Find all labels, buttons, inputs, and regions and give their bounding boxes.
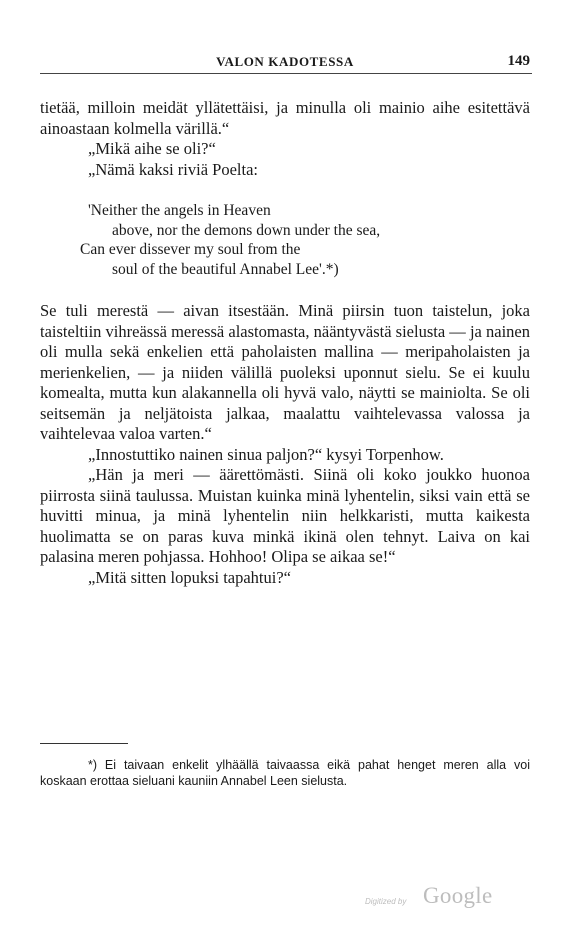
paragraph-dialogue: „Nämä kaksi riviä Poelta: bbox=[88, 159, 258, 179]
paragraph-continuation: tietää, milloin meidät yllätettäisi, ja minulla oli mainio aihe esitettävä ainoastaan kolmella värillä.“ bbox=[40, 98, 530, 138]
header-rule bbox=[40, 73, 532, 74]
poem-line: soul of the beautiful Annabel Lee'.*) bbox=[112, 260, 339, 278]
digitized-watermark bbox=[365, 883, 525, 913]
page-number: 149 bbox=[507, 53, 530, 69]
footnote-rule bbox=[40, 743, 128, 744]
paragraph-dialogue: „Hän ja meri — äärettömästi. Siinä oli koko joukko huonoa piirrosta siinä taulussa. Muistan kuinka minä lyhentelin, siksi vain että se huvitti minua, ja minä lyhentelin niin helkkaristi, mutta kaikesta huolimatta se on paras kuva minkä ikinä olen tehnyt. Laiva on kai palasina meren pohjassa. Hohhoo! Olipa se aikaa se!“ bbox=[40, 465, 530, 566]
body-text bbox=[40, 98, 530, 588]
poem-line: above, nor the demons down under the sea, bbox=[112, 221, 381, 239]
running-title: VALON KADOTESSA bbox=[216, 54, 354, 69]
paragraph-dialogue: „Mikä aihe se oli?“ bbox=[88, 139, 216, 158]
paragraph: Se tuli merestä — aivan itsestään. Minä piirsin tuon taistelun, joka taisteltiin vihreässä meressä alastomasta, nääntyvästä sielusta — ja nainen oli mulla sekä enkelien että paholaisten mallina — meripaholaisten ja merienkelien, — ja niiden välillä puoleksi uponnut sielu. Se ei kuulu komealta, mutta kun alakannella oli hyvä valo, näytti se mainiolta. Se oli seitsemän ja neljätoista jalkaa, maalattu vaihtelevassa valossa ja vaihtelevaa valoa varten.“ bbox=[40, 301, 530, 443]
poem-line: 'Neither the angels in Heaven bbox=[88, 202, 271, 219]
paragraph-dialogue: „Mitä sitten lopuksi tapahtui?“ bbox=[88, 567, 291, 587]
poem-line: Can ever dissever my soul from the bbox=[80, 241, 301, 258]
watermark-caption: Digitized by bbox=[365, 897, 407, 906]
paragraph-dialogue: „Innostuttiko nainen sinua paljon?“ kysyi Torpenhow. bbox=[88, 444, 444, 464]
running-header bbox=[40, 54, 530, 74]
poem-quote bbox=[40, 201, 530, 279]
google-logo: Google bbox=[423, 883, 493, 908]
footnote: *) Ei taivaan enkelit ylhäällä taivaassa eikä pahat henget meren alla voi koskaan erottaa sieluani kauniin Annabel Leen sielusta. bbox=[40, 758, 530, 788]
